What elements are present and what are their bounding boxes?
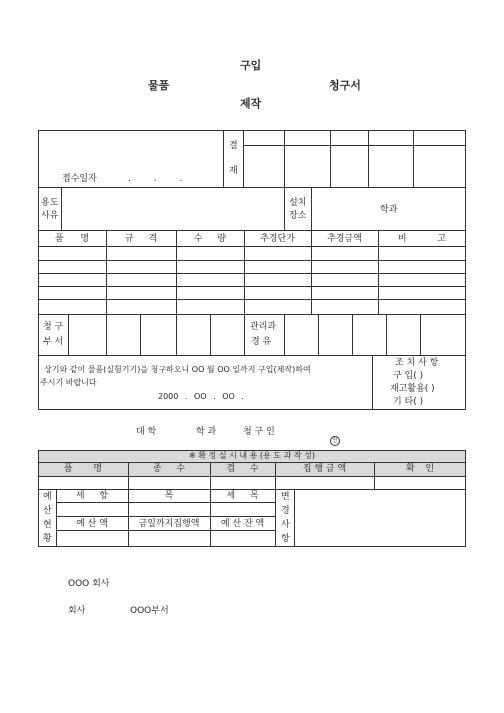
location-label-1: 설치 xyxy=(289,198,307,208)
approval-label-top: 결 xyxy=(229,141,238,151)
sig-university: 대 학 xyxy=(136,427,157,437)
receipt-date-value: . . . xyxy=(128,174,193,184)
footer-company: OOO 회사 xyxy=(68,579,110,589)
action-stock: 재고활용( ) xyxy=(390,384,435,394)
col-quantity: 수 량 xyxy=(193,234,227,244)
location-label-2: 장소 xyxy=(289,211,307,221)
budget-sub-detail: 세 목 xyxy=(226,491,259,501)
change-label-2: 경 xyxy=(281,506,290,516)
title-make: 제작 xyxy=(240,97,262,110)
purpose-label-2: 사유 xyxy=(41,211,59,221)
change-label-3: 사 xyxy=(281,520,290,530)
purpose-label-1: 용도 xyxy=(41,198,59,208)
change-label-4: 항 xyxy=(281,534,290,544)
statement-date: 2000 . OO . OO . xyxy=(158,392,244,401)
budget-label-4: 황 xyxy=(43,534,52,544)
confirm-col-item: 품 명 xyxy=(63,464,103,474)
action-purchase: 구 입( ) xyxy=(393,371,424,381)
budget-spent-to-date: 금일까지집행액 xyxy=(138,519,200,529)
seal-circle: 인 xyxy=(330,436,340,446)
title-request-form: 청구서 xyxy=(329,79,361,92)
budget-label-2: 산 xyxy=(43,506,52,516)
seal-mark xyxy=(330,427,340,446)
budget-sub-category: 목 xyxy=(164,491,174,501)
title-purchase: 구입 xyxy=(240,59,262,72)
confirm-col-amount: 집 행 금 액 xyxy=(302,464,347,474)
confirm-header: ※ 확 정 실 시 내 용 (용 도 과 작 성) xyxy=(189,451,315,460)
confirm-col-check: 확 인 xyxy=(405,464,435,474)
budget-amount: 예 산 액 xyxy=(76,519,108,529)
mgmt-label-1: 관리과 xyxy=(250,322,277,332)
sig-requester: 청 구 인 xyxy=(243,427,275,437)
confirm-col-types: 종 수 xyxy=(152,464,186,474)
confirm-col-count: 겹 수 xyxy=(226,464,259,474)
receipt-date-label: 접수일자 xyxy=(62,174,97,184)
action-title: 조 치 사 항 xyxy=(395,358,439,368)
budget-sub-item: 세 항 xyxy=(75,491,109,501)
footer-company-short: 회사 xyxy=(68,606,86,616)
request-dept-label-2: 부 서 xyxy=(43,337,64,347)
col-unit-price: 추경단가 xyxy=(260,234,295,244)
budget-remaining: 예 산 잔 액 xyxy=(220,519,265,529)
budget-label-1: 예 xyxy=(43,492,52,502)
col-item-name: 품 명 xyxy=(54,234,90,244)
col-amount: 추경금액 xyxy=(327,234,362,244)
sig-department: 학 과 xyxy=(196,427,217,437)
col-spec: 규 격 xyxy=(124,234,158,244)
change-label-1: 변 xyxy=(281,492,290,502)
request-dept-label-1: 청 구 xyxy=(43,322,64,332)
action-other: 기 타( ) xyxy=(393,397,424,407)
statement-line1: 상기와 같이 물품(실험기기)을 청구하오니 OO 월 OO 일까지 구입(제작)하여 xyxy=(44,365,311,374)
statement-line2: 주시기 바랍니다 xyxy=(40,378,97,387)
footer-department: OOO부서 xyxy=(130,606,169,616)
col-remarks: 비 고 xyxy=(397,234,447,244)
budget-label-3: 현 xyxy=(43,520,52,530)
approval-label-bottom: 재 xyxy=(229,166,238,176)
title-goods: 물품 xyxy=(148,79,170,92)
mgmt-label-2: 경 유 xyxy=(251,337,272,347)
location-value: 학과 xyxy=(380,205,398,215)
